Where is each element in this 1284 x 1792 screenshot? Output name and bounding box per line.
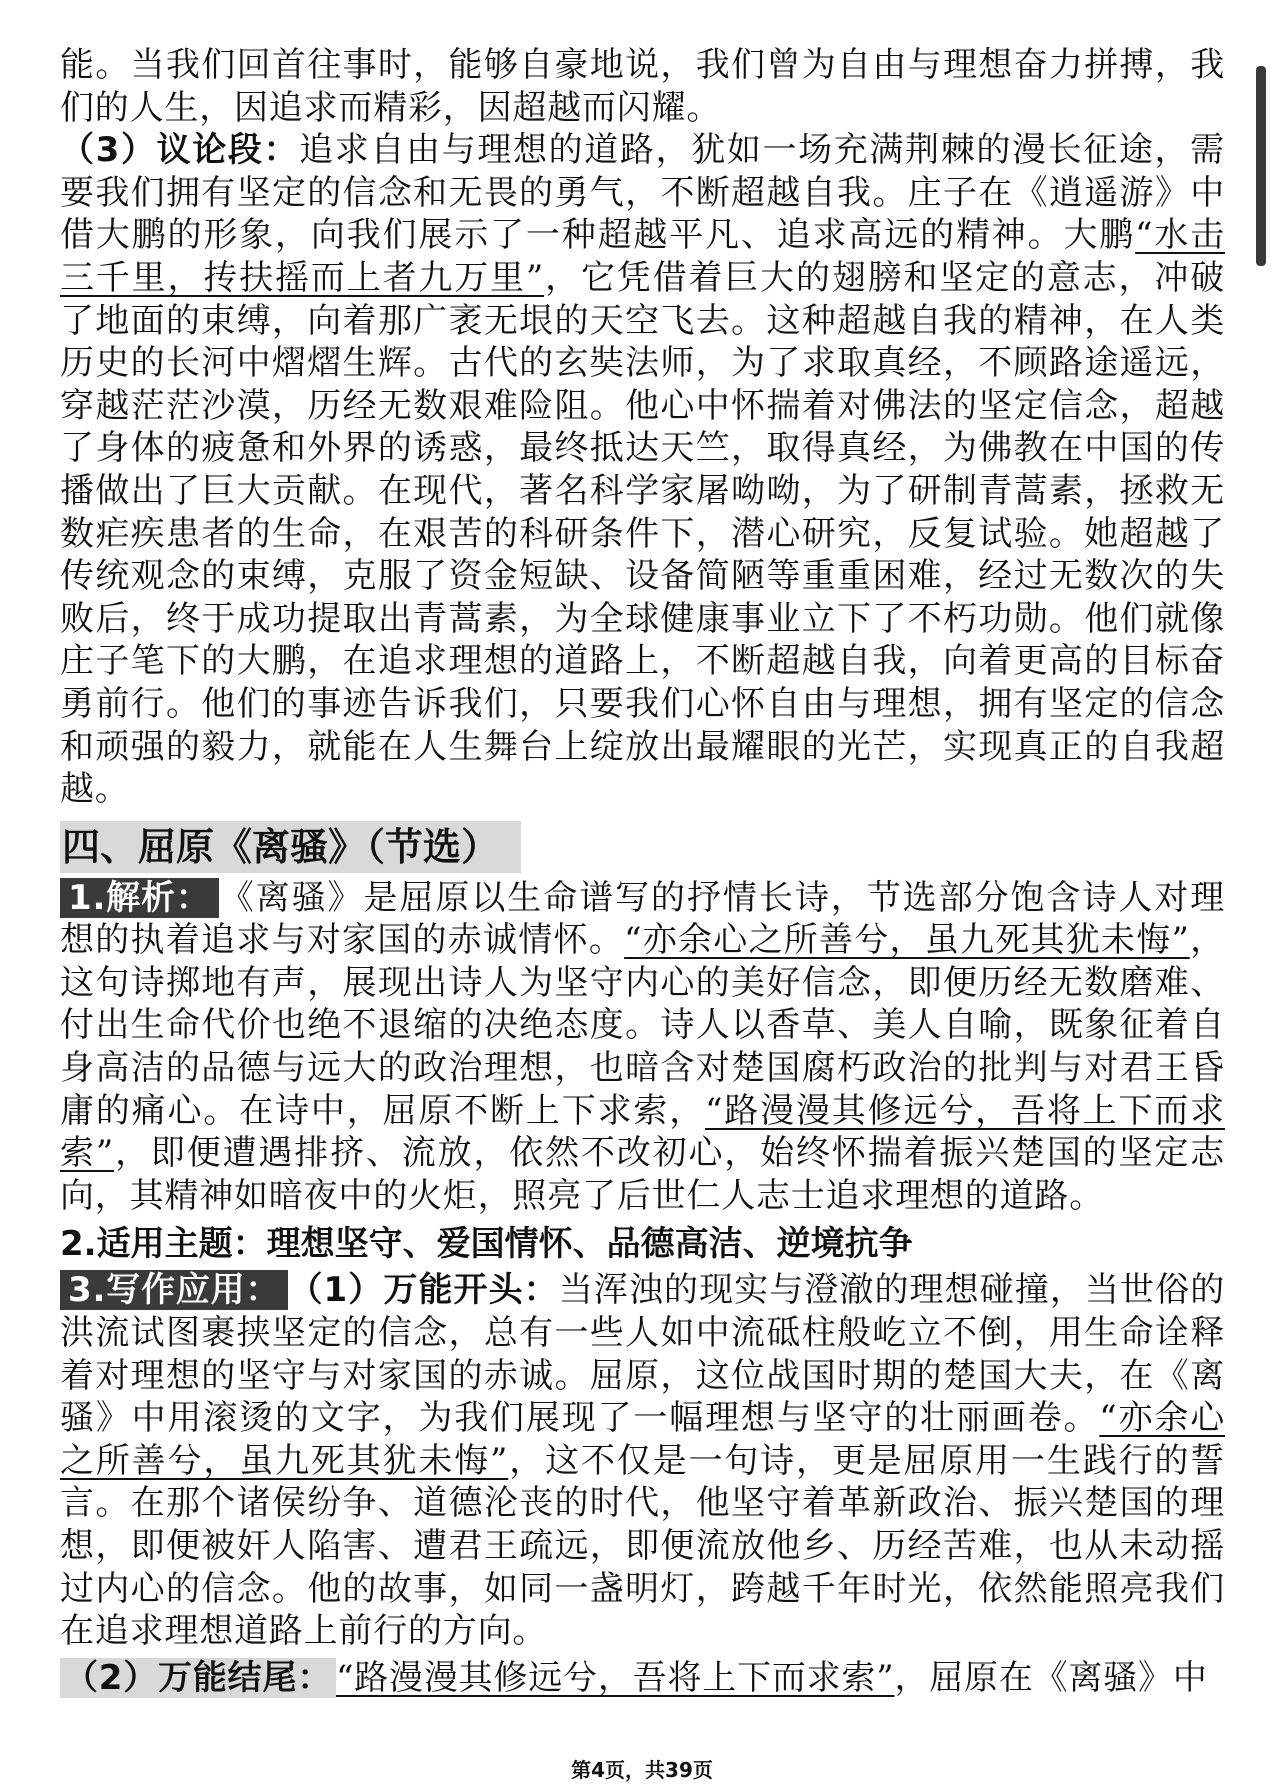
applicable-themes: 2.适用主题：理想坚守、爱国情怀、品德高洁、逆境抗争	[60, 1224, 913, 1265]
zhuangzi-quote: “水击三千里，抟扶摇而上者九万里”	[60, 215, 1225, 298]
writing-quote-1: “亦余心之所善兮，虽九死其犹未悔”	[60, 1398, 1225, 1481]
paragraph-analysis	[60, 877, 1225, 1218]
ending-quote: “路漫漫其修远兮，吾将上下而求索”	[336, 1657, 895, 1698]
analysis-text-2: ，这句诗掷地有声，展现出诗人为坚守内心的美好信念，即便历经无数磨难、付出生命代价也绝不退缩的决绝态度。诗人以香草、美人自喻，既象征着自身高洁的品德与远大的政治理想，也暗含对楚国腐朽政治的批判与对君王昏庸的痛心。在诗中，屈原不断上下求索，	[60, 920, 1225, 1131]
opening-label: （1）万能开头：	[288, 1270, 559, 1311]
scrollbar[interactable]	[1256, 66, 1266, 266]
ending-text: ，屈原在《离骚》中	[894, 1657, 1208, 1698]
page-number: 第4页，共39页	[571, 1758, 713, 1782]
paragraph-argument	[60, 129, 1225, 811]
paragraph-continuation: 能。当我们回首往事时，能够自豪地说，我们曾为自由与理想奋力拼搏，我们的人生，因追求而精彩，因超越而闪耀。	[60, 45, 1225, 128]
writing-text-1: 当浑浊的现实与澄澈的理想碰撞，当世俗的洪流试图裹挟坚定的信念，总有一些人如中流砥柱般屹立不倒，用生命诠释着对理想的坚守与对家国的赤诚。屈原，这位战国时期的楚国大夫，在《离骚》中用滚烫的文字，为我们展现了一幅理想与坚守的壮丽画卷。	[60, 1270, 1225, 1439]
argument-text-2: ，它凭借着巨大的翅膀和坚定的意志，冲破了地面的束缚，向着那广袤无垠的天空飞去。这种超越自我的精神，在人类历史的长河中熠熠生辉。古代的玄奘法师，为了求取真经，不顾路途遥远，穿越茫茫沙漠，历经无数艰难险阻。他心中怀揣着对佛法的坚定信念，超越了身体的疲惫和外界的诱惑，最终抵达天竺，取得真经，为佛教在中国的传播做出了巨大贡献。在现代，著名科学家屠呦呦，为了研制青蒿素，拯救无数疟疾患者的生命，在艰苦的科研条件下，潜心研究，反复试验。她超越了传统观念的束缚，克服了资金短缺、设备简陋等重重困难，经过无数次的失败后，终于成功提取出青蒿素，为全球健康事业立下了不朽功勋。他们就像庄子笔下的大鹏，在追求理想的道路上，不断超越自我，向着更高的目标奋勇前行。他们的事迹告诉我们，只要我们心怀自由与理想，拥有坚定的信念和顽强的毅力，就能在人生舞台上绽放出最耀眼的光芒，实现真正的自我超越。	[60, 257, 1225, 810]
paragraph-writing	[60, 1269, 1225, 1652]
argument-label: （3）议论段：	[60, 130, 300, 171]
analysis-text-1: 《离骚》是屈原以生命谱写的抒情长诗，节选部分饱含诗人对理想的执着追求与对家国的赤诚情怀。	[60, 877, 1225, 961]
section-heading: 四、屈原《离骚》（节选）	[60, 821, 521, 873]
paragraph-ending	[60, 1657, 1225, 1700]
analysis-label: 1.解析：	[60, 878, 219, 918]
document-page	[60, 44, 1225, 1699]
analysis-quote-2: “路漫漫其修远兮，吾将上下而求索”	[60, 1090, 1225, 1174]
argument-text-1: 追求自由与理想的道路，犹如一场充满荆棘的漫长征途，需要我们拥有坚定的信念和无畏的勇气，不断超越自我。庄子在《逍遥游》中借大鹏的形象，向我们展示了一种超越平凡、追求高远的精神。大鹏	[60, 130, 1225, 256]
analysis-quote-1: “亦余心之所善兮，虽九死其犹未悔”	[624, 920, 1190, 961]
writing-label: 3.写作应用：	[60, 1270, 288, 1310]
ending-label: （2）万能结尾：	[60, 1658, 336, 1698]
analysis-text-3: ，即便遭遇排挤、流放，依然不改初心，始终怀揣着振兴楚国的坚定志向，其精神如暗夜中的火炬，照亮了后世仁人志士追求理想的道路。	[60, 1133, 1225, 1216]
writing-text-2: ，这不仅是一句诗，更是屈原用一生践行的誓言。在那个诸侯纷争、道德沦丧的时代，他坚守着革新政治、振兴楚国的理想，即便被奸人陷害、遭君王疏远，即便流放他乡、历经苦难，也从未动摇过内心的信念。他的故事，如同一盏明灯，跨越千年时光，依然能照亮我们在追求理想道路上前行的方向。	[60, 1440, 1226, 1652]
